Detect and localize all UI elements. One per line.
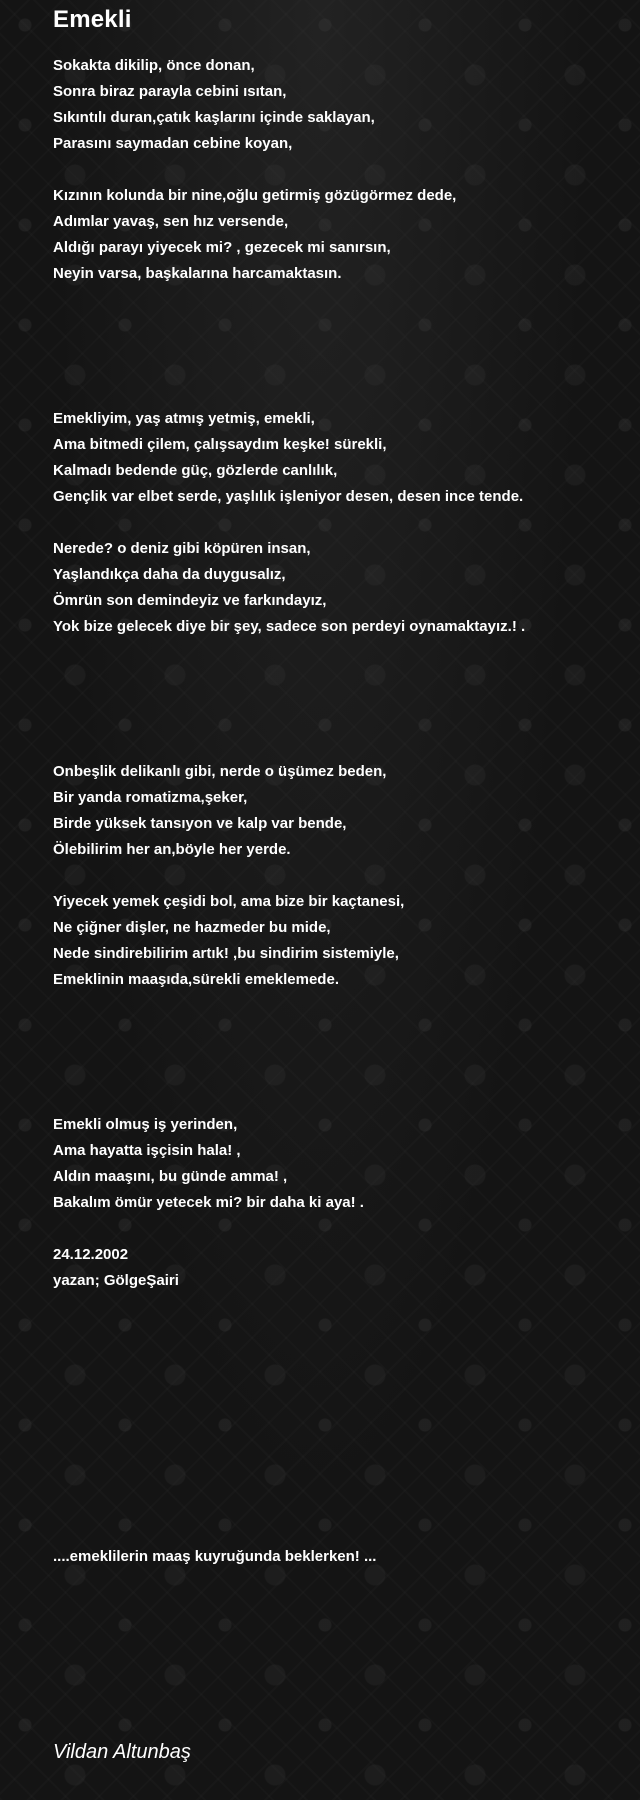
poem-line: Sıkıntılı duran,çatık kaşlarını içinde saklayan, (53, 109, 375, 126)
poem-line: Emeklinin maaşıda,sürekli emeklemede. (53, 971, 339, 988)
poem-line: Ölebilirim her an,böyle her yerde. (53, 841, 291, 858)
poem-line: Ama hayatta işçisin hala! , (53, 1142, 241, 1159)
poem-line: Neyin varsa, başkalarına harcamaktasın. (53, 265, 342, 282)
poem-line: Emekliyim, yaş atmış yetmiş, emekli, (53, 410, 315, 427)
poem-section (53, 1112, 364, 1294)
poem-line: Ne çiğner dişler, ne hazmeder bu mide, (53, 919, 331, 936)
poem-section (53, 1544, 376, 1570)
poem-section (53, 406, 525, 640)
poem-line: Yiyecek yemek çeşidi bol, ama bize bir kaçtanesi, (53, 893, 405, 910)
poem-signature: yazan; GölgeŞairi (53, 1272, 179, 1289)
poem-line: Gençlik var elbet serde, yaşlılık işleniyor desen, desen ince tende. (53, 488, 524, 505)
poem-section (53, 759, 404, 993)
poem-line: Sonra biraz parayla cebini ısıtan, (53, 83, 287, 100)
poem-line: Bakalım ömür yetecek mi? bir daha ki aya! . (53, 1194, 364, 1211)
poem-line: Kızının kolunda bir nine,oğlu getirmiş gözügörmez dede, (53, 187, 457, 204)
author-name: Vildan Altunbaş (53, 1741, 191, 1763)
poem-line: Aldın maaşını, bu günde amma! , (53, 1168, 288, 1185)
poem-line: Aldığı parayı yiyecek mi? , gezecek mi sanırsın, (53, 239, 391, 256)
poem-line: Ömrün son demindeyiz ve farkındayız, (53, 592, 327, 609)
poem-line: Nerede? o deniz gibi köpüren insan, (53, 540, 311, 557)
poem-line: Onbeşlik delikanlı gibi, nerde o üşümez beden, (53, 763, 387, 780)
poem-line: Kalmadı bedende güç, gözlerde canlılık, (53, 462, 338, 479)
poem-line: Sokakta dikilip, önce donan, (53, 57, 255, 74)
poem-line: Nede sindirebilirim artık! ,bu sindirim sistemiyle, (53, 945, 399, 962)
stanza-gap (53, 1216, 364, 1242)
stanza-gap (53, 863, 404, 889)
poem-line: Parasını saymadan cebine koyan, (53, 135, 293, 152)
poem-line: Yaşlandıkça daha da duygusalız, (53, 566, 286, 583)
poem-line: Birde yüksek tansıyon ve kalp var bende, (53, 815, 347, 832)
poem-date: 24.12.2002 (53, 1246, 129, 1263)
poem-footnote: ....emeklilerin maaş kuyruğunda beklerken! ... (53, 1548, 377, 1565)
poem-line: Adımlar yavaş, sen hız versende, (53, 213, 289, 230)
poem-line: Ama bitmedi çilem, çalışsaydım keşke! sürekli, (53, 436, 387, 453)
poem-section (53, 53, 456, 287)
poem-line: Bir yanda romatizma,şeker, (53, 789, 248, 806)
stanza-gap (53, 157, 456, 183)
poem-line: Emekli olmuş iş yerinden, (53, 1116, 238, 1133)
poem-title: Emekli (53, 6, 132, 33)
poem-line: Yok bize gelecek diye bir şey, sadece son perdeyi oynamaktayız.! . (53, 618, 526, 635)
stanza-gap (53, 510, 525, 536)
